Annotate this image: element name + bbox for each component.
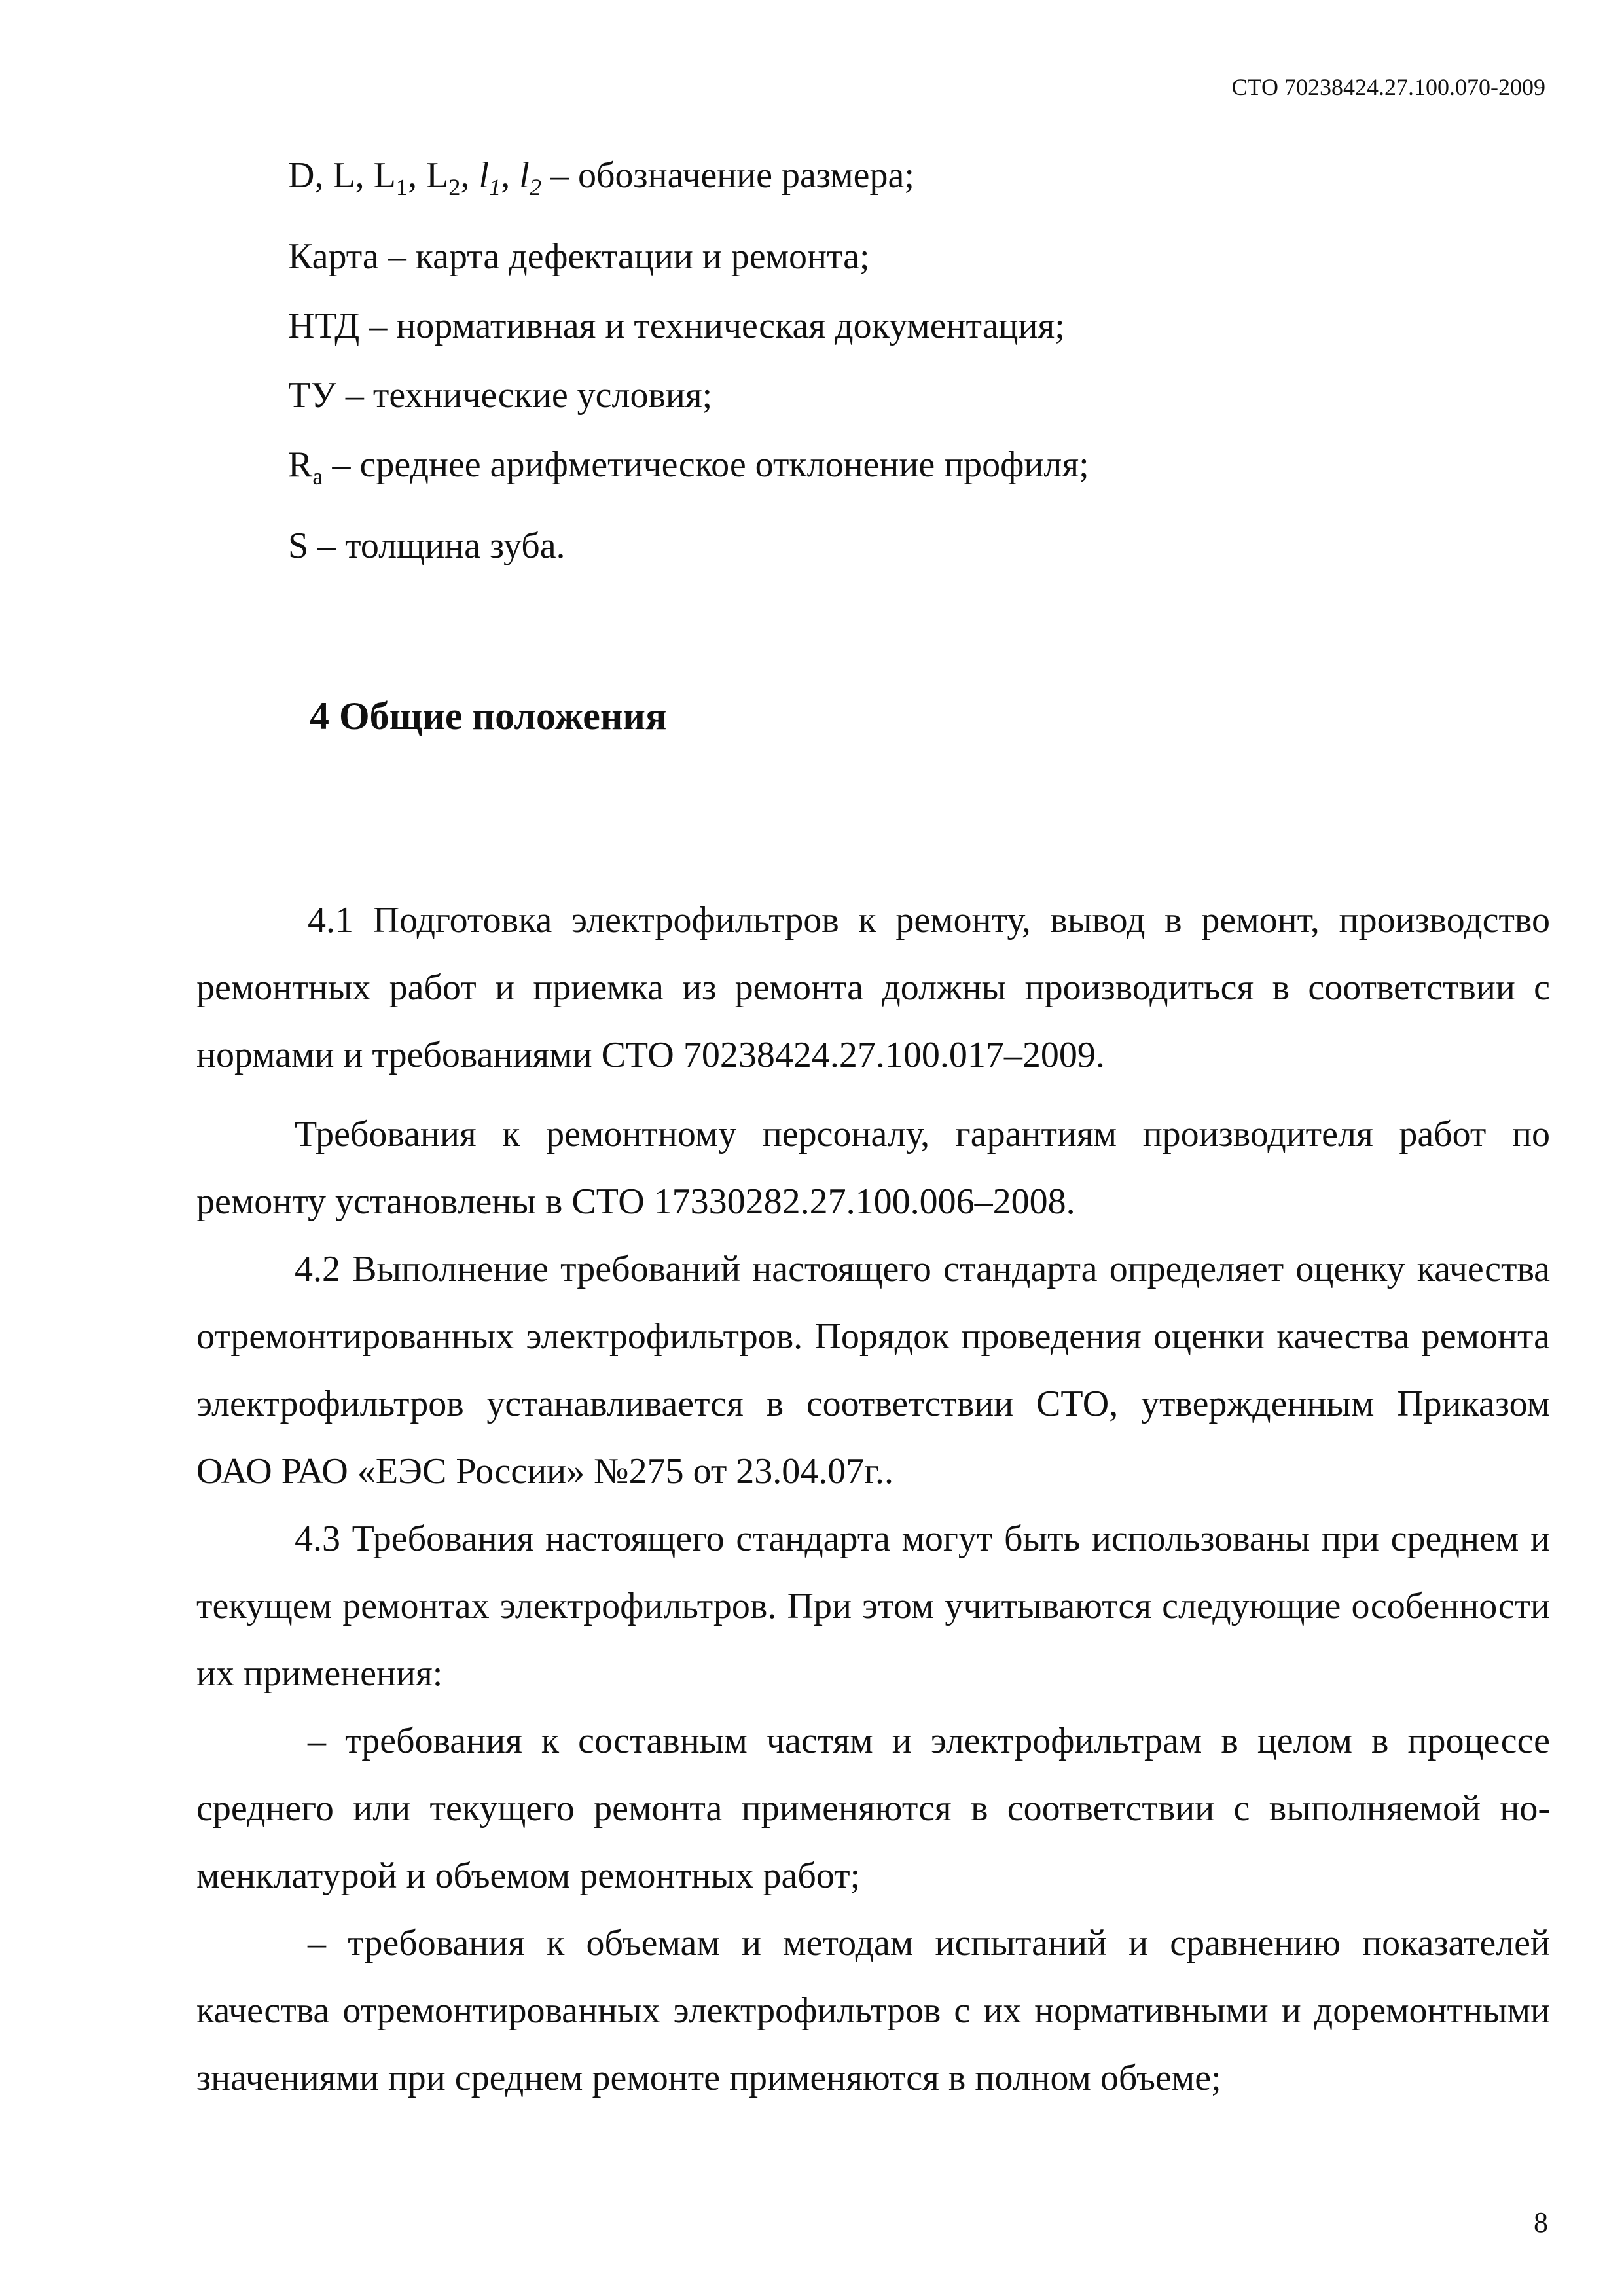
paragraph-4-1: 4.1 Подготовка электрофильтров к ремонту, вывод в ремонт, производство ремонтных работ и приемка из ремонта должны производиться в соответствии с нормами и требованиями СТО 70238424.27.100.017–2009. [196, 900, 1550, 1075]
definition-s: S – толщина зуба. [288, 526, 566, 567]
list-item: – требования к объемам и методам испытаний и сравнению показателей качества отремонтированных электрофильтров с их нормативными и доремонтными значениями при среднем ремонте применяются в полном объеме; [196, 1923, 1550, 2098]
definition-ra: $R_a$ – среднее арифметическое отклонение профиля; [288, 444, 1089, 490]
section-heading: 4 Общие положения [310, 694, 667, 738]
paragraph-4-2: 4.2 Выполнение требований настоящего стандарта определяет оценку качества отремонтированных электрофильтров. Порядок проведения оценки качества ремонта электрофильтров устанавливается в соответствии СТО, утвержденным Приказом ОАО РАО «ЕЭС России» №275 от 23.04.07г.. [196, 1249, 1550, 1492]
definition-term: D, L, L [288, 155, 396, 196]
section-body [196, 887, 1550, 2112]
page-number: 8 [1534, 2206, 1548, 2238]
definition-dimension: D, L, $L_1$, $L_2$, $l_1$, $l_2$ – обозначение размера; [288, 155, 914, 201]
list-item: – требования к составным частям и электрофильтрам в целом в процессе среднего или текущего ремонта применяются в соответствии с выполняемой номенклатурой и объемом ремонтных работ; [196, 1721, 1550, 1896]
definition-description: – обозначение размера; [541, 155, 914, 196]
paragraph-personnel: Требования к ремонтному персоналу, гарантиям производителя работ по ремонту установлены в СТО 17330282.27.100.006–2008. [196, 1114, 1550, 1222]
paragraph-4-3: 4.3 Требования настоящего стандарта могут быть использованы при среднем и текущем ремонтах электрофильтров. При этом учитываются следующие особенности их применения: [196, 1518, 1550, 1694]
definition-ntd: НТД – нормативная и техническая документация; [288, 306, 1065, 347]
definition-karta: Карта – карта дефектации и ремонта; [288, 236, 870, 278]
document-code: СТО 70238424.27.100.070-2009 [1231, 74, 1545, 100]
definition-tu: ТУ – технические условия; [288, 375, 713, 416]
definitions-list [288, 141, 1532, 581]
